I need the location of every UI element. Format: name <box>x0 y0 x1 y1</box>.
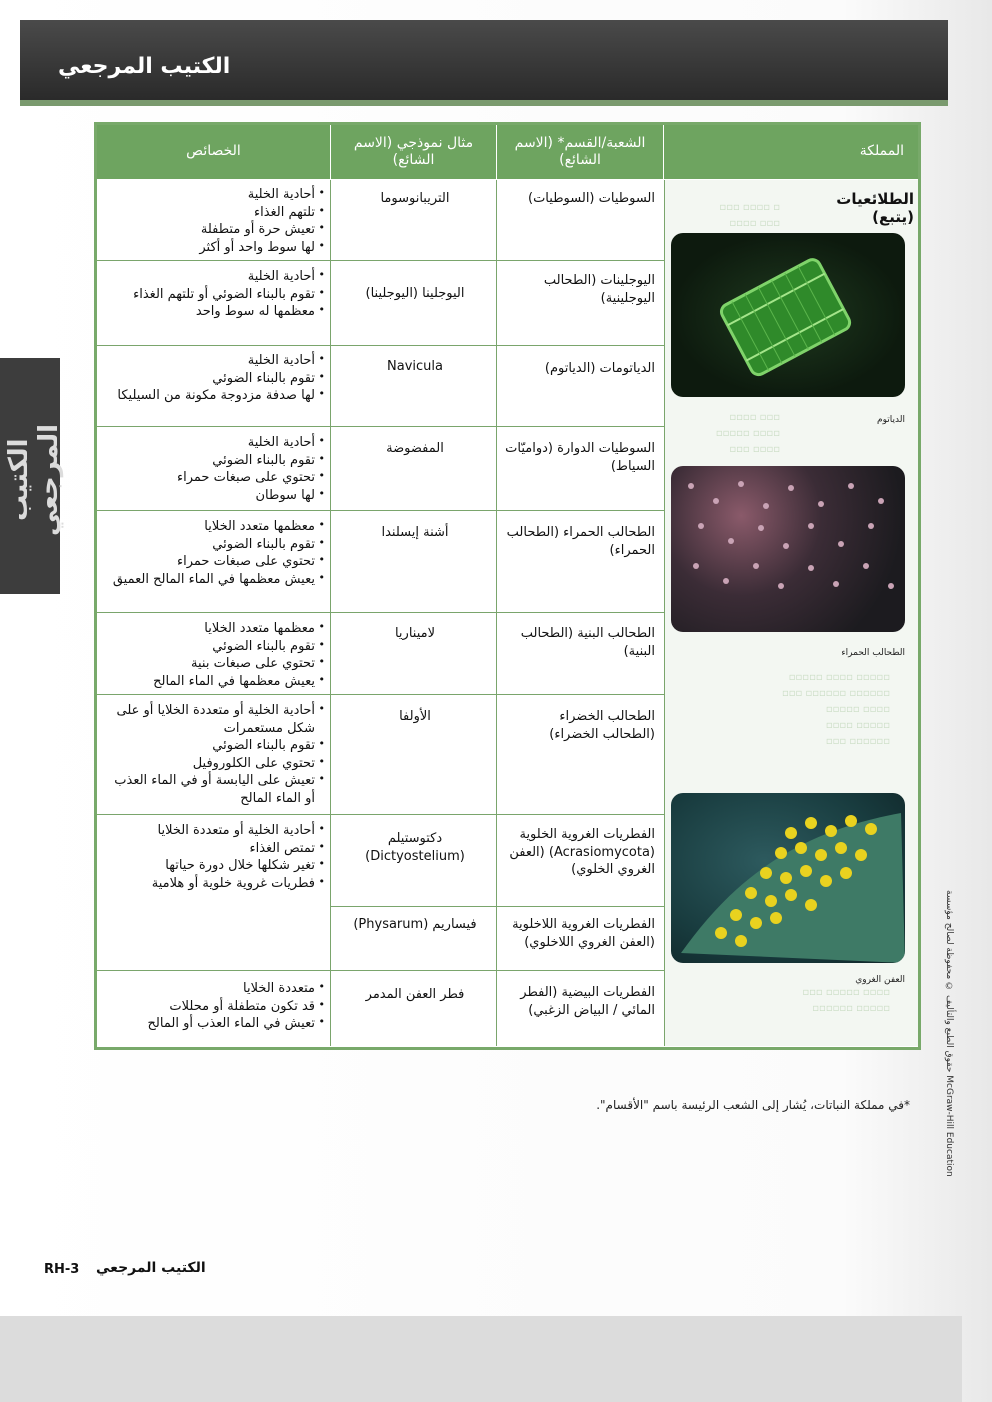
faded-background-text: ▫▫▫ ▫▫▫▫ ▫▫▫▫ ▫▫▫▫▫ ▫▫▫▫ ▫▫▫ <box>715 412 780 455</box>
trait-item: • تلتهم الغذاء <box>105 204 325 222</box>
trait-item: • تقوم بالبناء الضوئي أو تلتهم الغذاء <box>105 286 325 304</box>
column-header-traits: الخصائص <box>97 125 330 179</box>
slime-mold-illustration <box>671 793 905 963</box>
caption-diatom: الدياتوم <box>877 415 905 425</box>
traits-cell <box>105 980 325 1033</box>
table-footnote: *في مملكة النباتات، يُشار إلى الشعب الرئيسة باسم "الأقسام". <box>596 1098 910 1112</box>
trait-item: • قد تكون متطفلة أو محللات <box>105 998 325 1016</box>
slime-mold-photo <box>671 793 905 963</box>
traits-cell <box>105 352 325 405</box>
trait-item: • أحادية الخلية <box>105 186 325 204</box>
trait-item: • تحتوي على صبغات بنية <box>105 655 325 673</box>
example-cell: الأولفا <box>399 709 431 724</box>
example-cell: المفضوضة <box>386 441 444 456</box>
trait-item: • تحتوي على صبغات حمراء <box>105 553 325 571</box>
red-algae-photo <box>671 466 905 632</box>
trait-item: • لها سوطان <box>105 487 325 505</box>
header-accent-strip <box>20 100 948 106</box>
diatom-illustration <box>671 233 905 397</box>
trait-item: • تقوم بالبناء الضوئي <box>105 370 325 388</box>
phylum-cell: الفطريات الغروية الخلوية (Acrasiomycota) (العفن الغروي الخلوي) <box>509 827 655 878</box>
red-algae-illustration <box>671 466 905 632</box>
caption-slime-mold: العفن الغروي <box>855 975 905 985</box>
traits-cell <box>105 268 325 321</box>
row-divider <box>97 345 664 346</box>
traits-cell <box>105 518 325 588</box>
phylum-cell: الطحالب الحمراء (الطحالب الحمراء) <box>506 525 655 558</box>
trait-item: • تغير شكلها خلال دورة حياتها <box>105 857 325 875</box>
footer-section-label: الكتيب المرجعي <box>96 1260 206 1276</box>
trait-item: • لها سوط واحد أو أكثر <box>105 239 325 257</box>
trait-item: • تمتص الغذاء <box>105 840 325 858</box>
example-cell: اليوجلينا (اليوجلينا) <box>365 286 465 301</box>
grid-line <box>664 180 665 1046</box>
traits-cell <box>105 434 325 504</box>
example-cell: التريبانوسوما <box>380 191 450 206</box>
phylum-cell: الطحالب الخضراء (الطحالب الخضراء) <box>549 709 655 742</box>
copyright-credit: حقوق الطبع والتأليف © محفوظة لصالح مؤسسة McGraw-Hill Education <box>944 890 954 1177</box>
trait-item: • تقوم بالبناء الضوئي <box>105 536 325 554</box>
trait-item: • أحادية الخلية أو متعددة الخلايا <box>105 822 325 840</box>
trait-item: • تعيش على اليابسة أو في الماء العذب أو الماء المالح <box>105 772 325 807</box>
row-divider <box>330 906 664 907</box>
trait-item: • تحتوي على صبغات حمراء <box>105 469 325 487</box>
header-title: الكتيب المرجعي <box>58 54 231 79</box>
column-header-phylum: الشعبة/القسم* (الاسم الشائع) <box>497 125 663 179</box>
phylum-cell: الفطريات الغروية اللاخلوية (العفن الغروي اللاخلوي) <box>512 917 655 950</box>
trait-item: • تقوم بالبناء الضوئي <box>105 638 325 656</box>
trait-item: • تعيش حرة أو متطفلة <box>105 221 325 239</box>
row-divider <box>97 694 664 695</box>
trait-item: • معظمها متعدد الخلايا <box>105 620 325 638</box>
row-divider <box>97 970 664 971</box>
grid-line <box>496 180 497 1046</box>
grid-line <box>330 180 331 1046</box>
row-divider <box>97 426 664 427</box>
traits-cell <box>105 620 325 690</box>
kingdom-name: الطلائعيات (يتبع) <box>836 190 914 226</box>
phylum-cell: الطحالب البنية (الطحالب البنية) <box>520 626 655 659</box>
phylum-cell: الدياتومات (الدياتوم) <box>544 361 655 376</box>
caption-red-algae: الطحالب الحمراء <box>841 648 905 658</box>
page-number: RH-3 <box>44 1262 80 1277</box>
row-divider <box>97 612 664 613</box>
column-header-kingdom: المملكة <box>664 125 918 179</box>
trait-item: • أحادية الخلية <box>105 352 325 370</box>
traits-cell <box>105 186 325 256</box>
example-cell: أشنة إيسلندا <box>381 525 449 540</box>
example-cell: Navicula <box>387 359 443 374</box>
column-header-example: مثال نموذجي (الاسم الشائع) <box>331 125 496 179</box>
faded-background-text: ▫▫▫▫▫ ▫▫▫▫ ▫▫▫▫▫ ▫▫▫▫▫▫ ▫▫▫▫▫▫ ▫▫▫ ▫▫▫▫ ▫▫▫▫▫ ▫▫▫▫▫ ▫▫▫▫ ▫▫▫▫▫▫ ▫▫▫ <box>781 672 890 747</box>
trait-item: • معظمها متعدد الخلايا <box>105 518 325 536</box>
trait-item: • تقوم بالبناء الضوئي <box>105 452 325 470</box>
traits-cell <box>105 702 325 807</box>
trait-item: • معظمها له سوط واحد <box>105 303 325 321</box>
trait-item: • يعيش معظمها في الماء المالح <box>105 673 325 691</box>
trait-item: • أحادية الخلية <box>105 268 325 286</box>
trait-item: • لها صدفة مزدوجة مكونة من السيليكا <box>105 387 325 405</box>
trait-item: • تحتوي على الكلوروفيل <box>105 755 325 773</box>
trait-item: • أحادية الخلية <box>105 434 325 452</box>
phylum-cell: الفطريات البيضية (الفطر المائي / البياض الزغبي) <box>520 985 655 1018</box>
trait-item: • أحادية الخلية أو متعددة الخلايا أو على شكل مستعمرات <box>105 702 325 737</box>
phylum-cell: السوطيات (السوطيات) <box>528 191 655 206</box>
example-cell: دكتوستيلم (Dictyostelium) <box>365 831 465 864</box>
scan-bottom-band <box>0 1316 962 1402</box>
row-divider <box>97 510 664 511</box>
row-divider <box>97 260 664 261</box>
trait-item: • يعيش معظمها في الماء المالح العميق <box>105 571 325 589</box>
faded-background-text: ▫ ▫▫▫▫ ▫▫▫ ▫▫▫ ▫▫▫▫ <box>719 202 780 229</box>
phylum-cell: اليوجلينات (الطحالب اليوجلينية) <box>543 273 655 306</box>
trait-item: • تعيش في الماء العذب أو المالح <box>105 1015 325 1033</box>
side-tab-label: الكتيب المرجعي <box>4 424 64 536</box>
faded-background-text: ▫▫▫▫ ▫▫▫▫▫ ▫▫▫ ▫▫▫▫▫ ▫▫▫▫▫▫ <box>802 987 890 1014</box>
traits-cell <box>105 822 325 892</box>
trait-item: • متعددة الخلايا <box>105 980 325 998</box>
example-cell: فيساريم (Physarum) <box>353 917 477 932</box>
trait-item: • تقوم بالبناء الضوئي <box>105 737 325 755</box>
trait-item: • فطريات غروية خلوية أو هلامية <box>105 875 325 893</box>
example-cell: فطر العفن المدمر <box>365 987 465 1002</box>
phylum-cell: السوطيات الدوارة (دواميّات السياط) <box>505 441 655 474</box>
example-cell: لاميناريا <box>394 626 436 641</box>
diatom-photo <box>671 233 905 397</box>
row-divider <box>97 814 664 815</box>
